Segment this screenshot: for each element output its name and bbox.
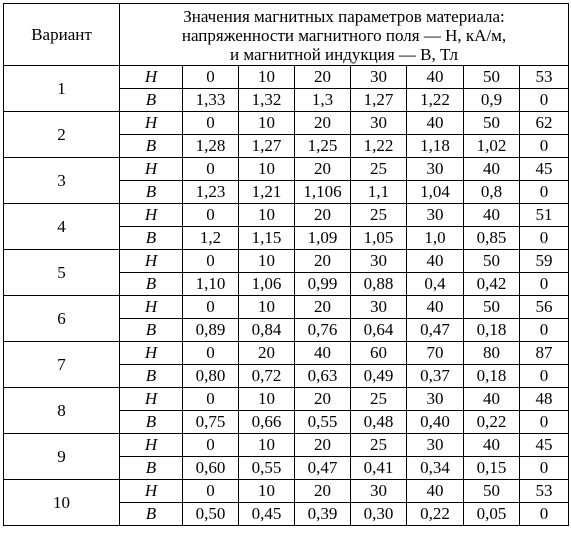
parameters-header-line-3: и магнитной индукция — B, Тл [229,44,459,64]
b-value-cell: 0,89 [183,319,239,342]
b-value-cell: 1,21 [239,181,295,204]
variant-number-cell: 6 [4,296,120,342]
h-value-cell: 50 [464,480,520,503]
h-value-cell: 20 [295,434,351,457]
h-value-cell: 20 [295,158,351,181]
b-value-cell: 0 [520,181,569,204]
parameters-column-header [120,4,569,66]
b-value-cell: 0 [520,227,569,250]
variant-column-header: Вариант [4,4,120,66]
h-value-cell: 80 [464,342,520,365]
h-value-cell: 40 [407,66,464,89]
b-value-cell: 0,9 [464,89,520,112]
h-value-cell: 87 [520,342,569,365]
b-symbol-cell: B [120,135,183,158]
h-value-cell: 20 [295,388,351,411]
h-value-cell: 10 [239,158,295,181]
h-value-cell: 30 [351,480,407,503]
b-value-cell: 0,47 [407,319,464,342]
b-value-cell: 0,8 [464,181,520,204]
b-value-cell: 1,10 [183,273,239,296]
h-symbol-cell: H [120,204,183,227]
b-value-cell: 0,50 [183,503,239,526]
h-value-cell: 10 [239,66,295,89]
b-value-cell: 0 [520,365,569,388]
h-value-cell: 40 [464,434,520,457]
b-value-cell: 0,84 [239,319,295,342]
h-value-cell: 10 [239,296,295,319]
b-value-cell: 0,66 [239,411,295,434]
h-value-cell: 40 [407,296,464,319]
b-value-cell: 0,64 [351,319,407,342]
h-value-cell: 30 [407,204,464,227]
b-symbol-cell: B [120,273,183,296]
b-value-cell: 0,42 [464,273,520,296]
h-value-cell: 45 [520,158,569,181]
table-row-h [4,480,569,503]
variant-number-cell: 2 [4,112,120,158]
h-value-cell: 0 [183,296,239,319]
b-symbol-cell: B [120,411,183,434]
b-value-cell: 0,76 [295,319,351,342]
b-value-cell: 0,30 [351,503,407,526]
table-row-h [4,296,569,319]
header-row [4,4,569,66]
h-value-cell: 10 [239,204,295,227]
b-value-cell: 1,23 [183,181,239,204]
table-row-h [4,112,569,135]
b-symbol-cell: B [120,89,183,112]
b-value-cell: 0,18 [464,319,520,342]
h-value-cell: 0 [183,158,239,181]
table-row-h [4,66,569,89]
b-value-cell: 0,18 [464,365,520,388]
h-value-cell: 25 [351,204,407,227]
h-value-cell: 0 [183,204,239,227]
h-value-cell: 10 [239,250,295,273]
b-symbol-cell: B [120,319,183,342]
h-value-cell: 0 [183,434,239,457]
b-value-cell: 1,1 [351,181,407,204]
b-value-cell: 1,22 [351,135,407,158]
magnetic-parameters-table [3,3,569,526]
h-value-cell: 30 [351,112,407,135]
h-value-cell: 40 [407,250,464,273]
table-row-h [4,342,569,365]
h-value-cell: 25 [351,158,407,181]
b-symbol-cell: B [120,457,183,480]
b-value-cell: 0 [520,89,569,112]
h-value-cell: 45 [520,434,569,457]
b-value-cell: 1,28 [183,135,239,158]
b-value-cell: 0,48 [351,411,407,434]
b-value-cell: 1,02 [464,135,520,158]
h-value-cell: 10 [239,112,295,135]
variant-number-cell: 5 [4,250,120,296]
b-value-cell: 1,09 [295,227,351,250]
h-value-cell: 50 [464,296,520,319]
h-value-cell: 0 [183,250,239,273]
h-value-cell: 40 [464,388,520,411]
h-value-cell: 40 [407,480,464,503]
h-value-cell: 53 [520,480,569,503]
h-value-cell: 20 [295,250,351,273]
variant-number-cell: 4 [4,204,120,250]
h-value-cell: 30 [407,434,464,457]
h-value-cell: 56 [520,296,569,319]
b-value-cell: 1,22 [407,89,464,112]
b-value-cell: 0,63 [295,365,351,388]
b-value-cell: 0,37 [407,365,464,388]
h-value-cell: 70 [407,342,464,365]
table-row-h [4,204,569,227]
table-body [4,66,569,526]
h-value-cell: 30 [351,250,407,273]
h-symbol-cell: H [120,158,183,181]
b-value-cell: 0,22 [464,411,520,434]
b-value-cell: 0 [520,503,569,526]
h-symbol-cell: H [120,388,183,411]
h-value-cell: 53 [520,66,569,89]
b-value-cell: 1,18 [407,135,464,158]
b-value-cell: 1,25 [295,135,351,158]
parameters-header-line-1: Значения магнитных параметров материала: [183,6,505,26]
b-value-cell: 1,0 [407,227,464,250]
variant-number-cell: 10 [4,480,120,526]
b-value-cell: 1,33 [183,89,239,112]
h-symbol-cell: H [120,66,183,89]
parameters-header-line-2: напряженности магнитного поля — H, кА/м, [181,25,507,45]
h-value-cell: 48 [520,388,569,411]
h-value-cell: 0 [183,480,239,503]
h-value-cell: 0 [183,342,239,365]
h-value-cell: 51 [520,204,569,227]
h-value-cell: 20 [295,296,351,319]
h-value-cell: 40 [295,342,351,365]
b-value-cell: 1,06 [239,273,295,296]
b-value-cell: 0,99 [295,273,351,296]
h-value-cell: 0 [183,112,239,135]
h-value-cell: 40 [464,204,520,227]
h-value-cell: 10 [239,480,295,503]
h-value-cell: 60 [351,342,407,365]
h-value-cell: 20 [295,112,351,135]
h-value-cell: 20 [239,342,295,365]
b-value-cell: 1,05 [351,227,407,250]
variant-number-cell: 9 [4,434,120,480]
b-value-cell: 1,106 [295,181,351,204]
b-value-cell: 0,41 [351,457,407,480]
b-value-cell: 0,15 [464,457,520,480]
table-row-h [4,158,569,181]
b-value-cell: 0 [520,319,569,342]
variant-number-cell: 8 [4,388,120,434]
b-value-cell: 0,55 [239,457,295,480]
b-value-cell: 0 [520,457,569,480]
b-value-cell: 0,39 [295,503,351,526]
h-value-cell: 20 [295,480,351,503]
b-symbol-cell: B [120,503,183,526]
b-symbol-cell: B [120,227,183,250]
b-value-cell: 1,3 [295,89,351,112]
b-value-cell: 0,4 [407,273,464,296]
b-value-cell: 0,40 [407,411,464,434]
h-value-cell: 40 [407,112,464,135]
h-value-cell: 20 [295,66,351,89]
b-value-cell: 0,05 [464,503,520,526]
b-value-cell: 0 [520,411,569,434]
b-value-cell: 1,15 [239,227,295,250]
h-symbol-cell: H [120,250,183,273]
h-value-cell: 30 [351,296,407,319]
table-row-h [4,250,569,273]
h-value-cell: 10 [239,388,295,411]
h-value-cell: 10 [239,434,295,457]
b-value-cell: 1,04 [407,181,464,204]
h-value-cell: 25 [351,388,407,411]
b-value-cell: 1,32 [239,89,295,112]
b-value-cell: 0,34 [407,457,464,480]
h-value-cell: 30 [351,66,407,89]
h-symbol-cell: H [120,296,183,319]
h-value-cell: 30 [407,388,464,411]
b-value-cell: 0,60 [183,457,239,480]
b-value-cell: 0,49 [351,365,407,388]
variant-number-cell: 1 [4,66,120,112]
b-value-cell: 0,47 [295,457,351,480]
b-symbol-cell: B [120,365,183,388]
h-value-cell: 0 [183,388,239,411]
h-value-cell: 40 [464,158,520,181]
h-symbol-cell: H [120,434,183,457]
table-row-h [4,434,569,457]
b-value-cell: 0 [520,135,569,158]
h-value-cell: 20 [295,204,351,227]
h-value-cell: 50 [464,112,520,135]
variant-number-cell: 3 [4,158,120,204]
h-symbol-cell: H [120,112,183,135]
table-header [4,4,569,66]
h-value-cell: 0 [183,66,239,89]
b-value-cell: 0,88 [351,273,407,296]
b-value-cell: 0,22 [407,503,464,526]
b-value-cell: 0 [520,273,569,296]
variant-number-cell: 7 [4,342,120,388]
b-value-cell: 0,85 [464,227,520,250]
h-value-cell: 59 [520,250,569,273]
b-value-cell: 0,55 [295,411,351,434]
h-value-cell: 30 [407,158,464,181]
b-value-cell: 1,27 [351,89,407,112]
h-symbol-cell: H [120,480,183,503]
b-value-cell: 0,45 [239,503,295,526]
b-value-cell: 0,75 [183,411,239,434]
h-value-cell: 62 [520,112,569,135]
table-row-h [4,388,569,411]
h-symbol-cell: H [120,342,183,365]
b-symbol-cell: B [120,181,183,204]
b-value-cell: 0,72 [239,365,295,388]
b-value-cell: 1,27 [239,135,295,158]
h-value-cell: 50 [464,250,520,273]
b-value-cell: 0,80 [183,365,239,388]
b-value-cell: 1,2 [183,227,239,250]
h-value-cell: 25 [351,434,407,457]
h-value-cell: 50 [464,66,520,89]
